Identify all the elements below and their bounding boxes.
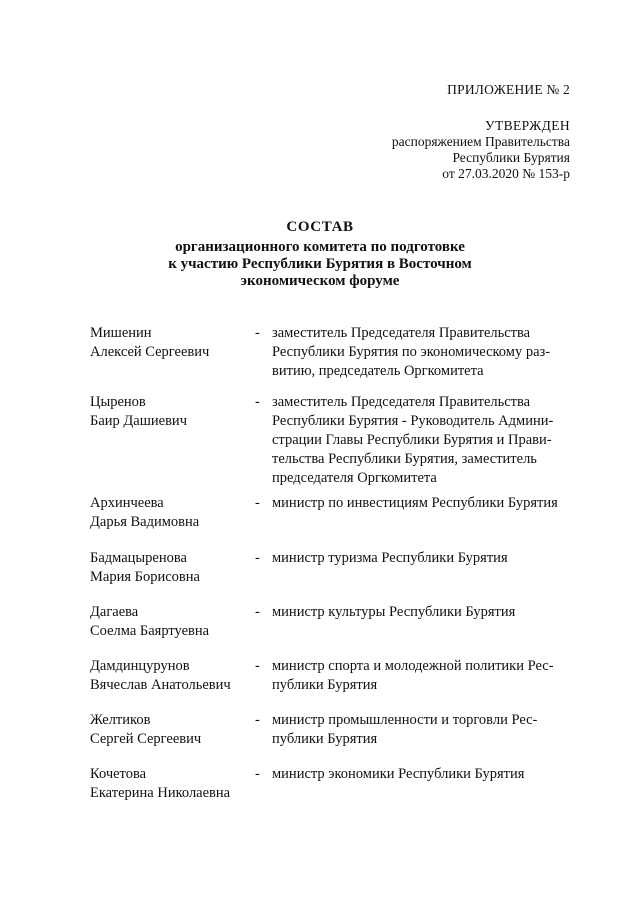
member-given-name: Алексей Сергеевич — [90, 344, 210, 360]
member-given-name: Дарья Вадимовна — [90, 514, 200, 530]
member-dash: - — [255, 766, 260, 782]
role-line: публики Бурятия — [272, 731, 378, 747]
member-role — [272, 765, 574, 803]
member-row — [90, 657, 574, 695]
approval-line-2: Республики Бурятия — [452, 150, 570, 165]
role-line: заместитель Председателя Правительства — [272, 325, 531, 341]
member-given-name: Баир Дашиевич — [90, 413, 187, 429]
member-surname: Мишенин — [90, 325, 152, 341]
member-row — [90, 393, 574, 488]
member-dash: - — [255, 325, 260, 341]
role-line: публики Бурятия — [272, 677, 378, 693]
member-row — [90, 494, 574, 532]
member-dash: - — [255, 658, 260, 674]
member-role — [272, 711, 574, 749]
title-line-2: к участию Республики Бурятия в Восточном — [168, 256, 472, 272]
member-name — [90, 393, 255, 488]
member-dash: - — [255, 712, 260, 728]
approval-header — [392, 82, 570, 182]
role-line: витию, председатель Оргкомитета — [272, 363, 484, 379]
role-line: тельства Республики Бурятия, заместитель — [272, 451, 537, 467]
role-line: министр промышленности и торговли Рес- — [272, 712, 538, 728]
role-line: министр по инвестициям Республики Бурятия — [272, 495, 558, 511]
member-surname: Дамдинцурунов — [90, 658, 190, 674]
role-line: министр культуры Республики Бурятия — [272, 604, 516, 620]
member-surname: Цыренов — [90, 394, 146, 410]
member-role — [272, 393, 574, 488]
member-row — [90, 765, 574, 803]
member-name — [90, 324, 255, 381]
role-line: министр спорта и молодежной политики Рес- — [272, 658, 554, 674]
member-name — [90, 549, 255, 587]
title-line-1: организационного комитета по подготовке — [175, 239, 465, 255]
member-row — [90, 603, 574, 641]
title-main: СОСТАВ — [286, 219, 354, 235]
member-role — [272, 549, 574, 587]
member-role — [272, 657, 574, 695]
member-dash: - — [255, 604, 260, 620]
member-name — [90, 765, 255, 803]
member-role — [272, 324, 574, 381]
member-row — [90, 324, 574, 381]
member-surname: Кочетова — [90, 766, 147, 782]
member-name — [90, 603, 255, 641]
member-name — [90, 657, 255, 695]
approval-line-1: распоряжением Правительства — [391, 134, 570, 149]
role-line: председателя Оргкомитета — [272, 470, 437, 486]
member-name — [90, 494, 255, 532]
member-surname: Бадмацыренова — [90, 550, 187, 566]
role-line: Республики Бурятия - Руководитель Админи- — [272, 413, 554, 429]
member-given-name: Соелма Баяртуевна — [90, 623, 210, 639]
member-dash: - — [255, 550, 260, 566]
member-surname: Дагаева — [90, 604, 139, 620]
member-name — [90, 711, 255, 749]
role-line: министр экономики Республики Бурятия — [272, 766, 525, 782]
member-given-name: Мария Борисовна — [90, 569, 200, 585]
role-line: Республики Бурятия по экономическому раз- — [272, 344, 551, 360]
role-line: страции Главы Республики Бурятия и Прави- — [272, 432, 552, 448]
role-line: заместитель Председателя Правительства — [272, 394, 531, 410]
member-dash: - — [255, 394, 260, 410]
member-surname: Архинчеева — [90, 495, 164, 511]
member-row — [90, 549, 574, 587]
member-role — [272, 603, 574, 641]
member-row — [90, 711, 574, 749]
document-title — [0, 219, 640, 290]
appendix-label: ПРИЛОЖЕНИЕ № 2 — [447, 82, 570, 97]
approval-date-number: от 27.03.2020 № 153-р — [442, 166, 570, 181]
member-dash: - — [255, 495, 260, 511]
title-line-3: экономическом форуме — [240, 273, 400, 289]
member-given-name: Екатерина Николаевна — [90, 785, 231, 801]
member-given-name: Сергей Сергеевич — [90, 731, 202, 747]
member-role — [272, 494, 574, 532]
member-surname: Желтиков — [90, 712, 151, 728]
member-given-name: Вячеслав Анатольевич — [90, 677, 231, 693]
role-line: министр туризма Республики Бурятия — [272, 550, 508, 566]
approved-label: УТВЕРЖДЕН — [485, 118, 570, 133]
